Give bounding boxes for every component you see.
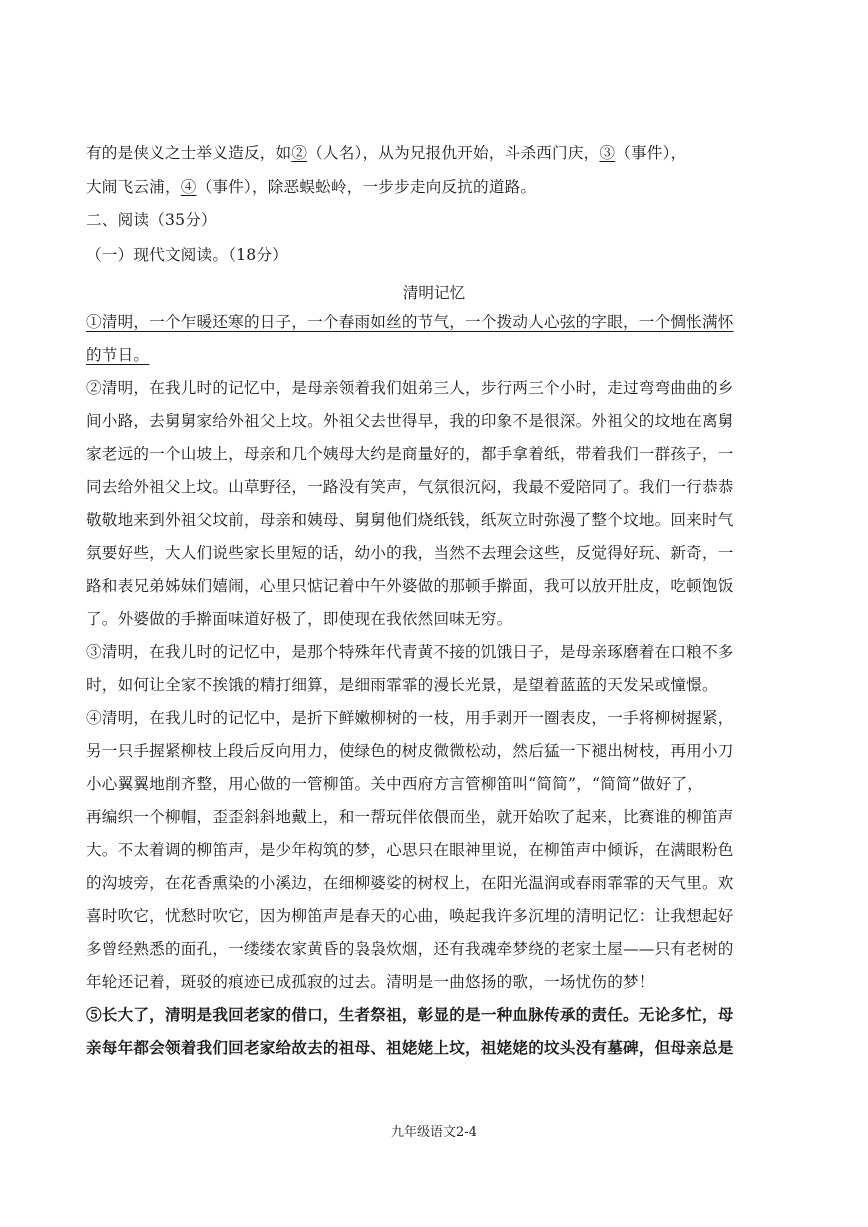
paragraph-line: 喜时吹它，忧愁时吹它，因为柳笛声是春天的心曲，唤起我许多沉埋的清明记忆：让我想起好: [86, 907, 734, 925]
text-segment: 大闹飞云浦，: [86, 178, 181, 196]
paragraph-line: 小心翼翼地削齐整，用心做的一管柳笛。关中西府方言管柳笛叫“简简”，“简简”做好了，: [86, 775, 704, 793]
paragraph-line: 家老远的一个山坡上，母亲和几个姨母大约是商量好的，都手拿着纸，带着我们一群孩子，一: [86, 445, 734, 463]
paragraph-line: 大。不太着调的柳笛声，是少年构筑的梦，心思只在眼神里说，在柳笛声中倾诉，在满眼粉色: [86, 841, 734, 859]
section-subheading: （一）现代文阅读。（18分）: [86, 246, 288, 264]
paragraph-line: 的沟坡旁，在花香熏染的小溪边，在细柳婆娑的树杈上，在阳光温润或春雨霏霏的天气里。欢: [86, 874, 734, 892]
paragraph-line: 亲每年都会领着我们回老家给故去的祖母、祖姥姥上坟，祖姥姥的坟头没有墓碑，但母亲总是: [86, 1038, 734, 1057]
blank-3: ③: [599, 144, 616, 162]
section-heading: 二、阅读（35分）: [86, 211, 217, 229]
text-segment: （人名），从为兄报仇开始，斗杀西门庆，: [307, 144, 600, 162]
paragraph-line: 的节日。: [86, 346, 150, 364]
paragraph-line: 了。外婆做的手擀面味道好极了，即使现在我依然回味无穷。: [86, 610, 513, 628]
paragraph-line: 时，如何让全家不挨饿的精打细算，是细雨霏霏的漫长光景，是望着蓝蓝的天发呆或憧憬。: [86, 676, 718, 694]
paragraph-line: 再编织一个柳帽，歪歪斜斜地戴上，和一帮玩伴依偎而坐，就开始吹了起来，比赛谁的柳笛声: [86, 808, 734, 826]
paragraph-line: ①清明，一个乍暖还寒的日子，一个春雨如丝的节气，一个拨动人心弦的字眼，一个惆怅满怀: [86, 313, 734, 331]
paragraph-line: 路和表兄弟姊妹们嬉闹，心里只惦记着中午外婆做的那顿手擀面，我可以放开肚皮，吃顿饱饭: [86, 577, 734, 595]
paragraph-line: ②清明，在我儿时的记忆中，是母亲领着我们姐弟三人，步行两三个小时，走过弯弯曲曲的乡: [86, 379, 734, 397]
page-footer: 九年级语文2-4: [391, 1125, 477, 1140]
paragraph-line: 同去给外祖父上坟。山草野径，一路没有笑声，气氛很沉闷，我最不爱陪同了。我们一行恭恭: [86, 478, 734, 496]
paragraph-line: ⑤长大了，清明是我回老家的借口，生者祭祖，彰显的是一种血脉传承的责任。无论多忙，母: [86, 1005, 734, 1024]
paragraph-line: ③清明，在我儿时的记忆中，是那个特殊年代青黄不接的饥饿日子，是母亲琢磨着在口粮不多: [86, 643, 734, 661]
paragraph-line: ④清明，在我儿时的记忆中，是折下鲜嫩柳树的一枝，用手剥开一圈表皮，一手将柳树握紧，: [86, 709, 734, 727]
text-segment: （事件），: [615, 144, 687, 162]
fill-blank-line-2: [86, 177, 754, 197]
text-segment: （事件），除恶蜈蚣岭，一步步走向反抗的道路。: [196, 178, 537, 196]
blank-4: ④: [180, 178, 197, 196]
article-title: 清明记忆: [402, 284, 466, 302]
paragraph-line: 年轮还记着，斑驳的痕迹已成孤寂的过去。清明是一曲悠扬的歌，一场忧伤的梦！: [86, 973, 655, 991]
paragraph-line: 氛要好些，大人们说些家长里短的话，幼小的我，当然不去理会这些，反觉得好玩、新奇，一: [86, 544, 734, 562]
fill-blank-line-1: [86, 143, 754, 163]
blank-2: ②: [291, 144, 308, 162]
paragraph-line: 间小路，去舅舅家给外祖父上坟。外祖父去世得早，我的印象不是很深。外祖父的坟地在离舅: [86, 412, 734, 430]
text-segment: 有的是侠义之士举义造反，如: [86, 144, 292, 162]
paragraph-line: 敬敬地来到外祖父坟前，母亲和姨母、舅舅他们烧纸钱，纸灰立时弥漫了整个坟地。回来时气: [86, 511, 734, 529]
paragraph-line: 多曾经熟悉的面孔，一缕缕农家黄昏的袅袅炊烟，还有我魂牵梦绕的老家土屋——只有老树的: [86, 940, 734, 958]
paragraph-line: 另一只手握紧柳枝上段后反向用力，使绿色的树皮微微松动，然后猛一下褪出树枝，再用小刀: [86, 742, 734, 760]
